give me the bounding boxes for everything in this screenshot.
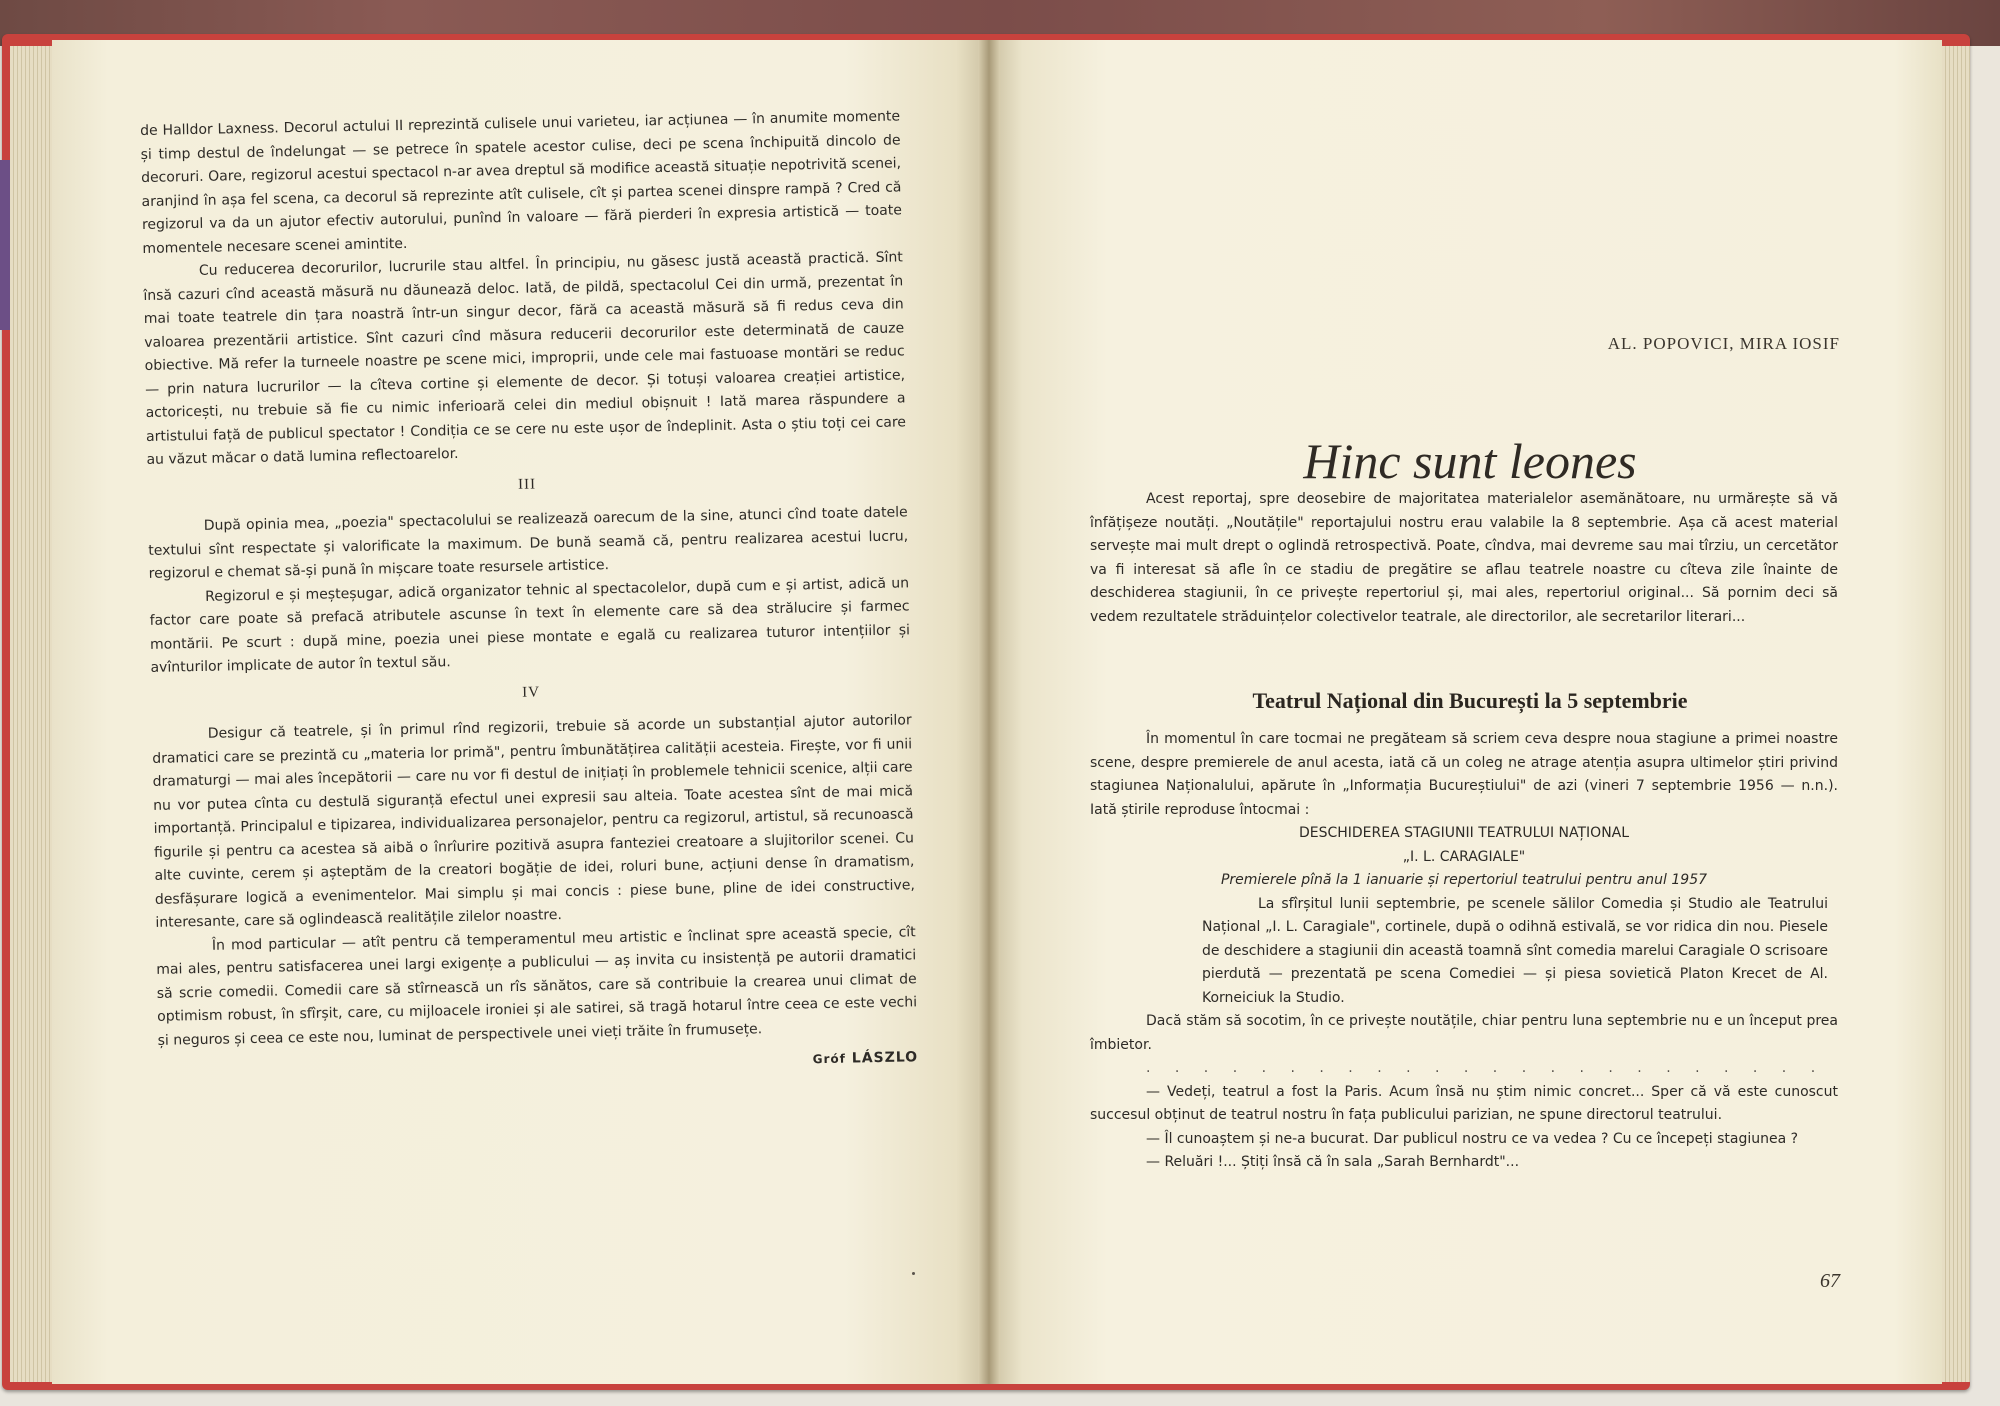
signature-name: LÁSZLO bbox=[851, 1049, 919, 1067]
right-paragraph-1: În momentul în care tocmai ne pregăteam să scriem ceva despre noua stagiune a primei noastre scene, despre premierele de anul acesta, iată că un coleg ne atrage atenția asupra ultimelor știri privind stagiunea Naționalului, apărute în „Informația Bucureștiului" de azi (vineri 7 septembrie 1956 — n.n.). Iată știrile reproduse întocmai : bbox=[1090, 731, 1838, 818]
right-body-text bbox=[1090, 728, 1838, 1175]
right-page-edges bbox=[1942, 46, 1970, 1382]
left-paragraph-4: Regizorul e și meșteșugar, adică organizator tehnic al spectacolelor, după cum e și artist, adică un factor care poate să prefacă atributele ascunse în text în elemente care să dea strălucire și farmec montării. Pe scurt : după mine, poezia unei piese montate e egală cu realizarea tuturor intențiilor și avînturilor implicate de autor în textul său. bbox=[149, 574, 911, 676]
article-title: Hinc sunt leones bbox=[1303, 432, 1637, 489]
signature-prefix: Gróf bbox=[812, 1051, 847, 1067]
article-authors: AL. POPOVICI, MIRA IOSIF bbox=[1607, 334, 1840, 353]
right-intro-text bbox=[1090, 488, 1838, 629]
left-page-edges bbox=[10, 46, 54, 1382]
ink-dot bbox=[912, 1272, 915, 1275]
left-page-text bbox=[140, 105, 918, 1084]
intro-paragraph: Acest reportaj, spre deosebire de majoritatea materialelor asemănătoare, nu urmărește să vă înfățișeze noutăți. „Noutățile" reportajului nostru erau valabile la 8 septembrie. Așa că acest material servește mai mult drept o oglindă retrospectivă. Poate, cîndva, mai devreme sau mai tîrziu, un cercetător va fi interesat să afle în ce stadiu de pregătire se aflau teatrele noastre cu cîteva zile înainte de deschiderea stagiunii, în ce privește repertoriul și, mai ales, repertoriul original... Să pornim deci să vedem rezultatele străduințelor colectivelor teatrale, ale directorilor, ale secretarilor literari... bbox=[1090, 491, 1838, 625]
left-paragraph-3: După opinia mea, „poezia" spectacolului se realizează oarecum de la sine, atunci cînd toate datele textului sînt respectate și valorificate la maximum. De bună seamă că, pentru realizarea acestui lucru, regizorul e chemat să-și pună în mișcare toate resursele artistice. bbox=[148, 504, 909, 582]
news-headline-2: „I. L. CARAGIALE" bbox=[1402, 848, 1526, 865]
left-paragraph-1: de Halldor Laxness. Decorul actului II reprezintă culisele unui varieteu, iar acțiunea — în anumite momente și timp destul de îndelungat — se petrece în spatele acestor culise, deci pe scena închipuită dincolo de decoruri. Oare, regizorul acestui spectacol n-ar avea dreptul să modifice această situație nepotrivită scenei, aranjind în așa fel scena, ca decorul să reprezinte atît culisele, cît și partea scenei dinspre rampă ? Cred că regizorul va da un ajutor efectiv autorului, punînd în valoare — fără pierderi în expresia artistică — toate momentele necesare scenei amintite. bbox=[140, 108, 903, 257]
left-paragraph-2: Cu reducerea decorurilor, lucrurile stau altfel. În principiu, nu găsesc justă această practică. Sînt însă cazuri cînd această măsură nu dăunează deloc. Iată, de pildă, spectacolul Cei din urmă, prezentat în mai toate teatrele din țara noastră într-un singur decor, fără ca această măsură să fi redus ceva din valoarea prezentării artistice. Sînt cazuri cînd măsura reducerii decorurilor este determinată de cauze obiective. Mă refer la turneele noastre pe scene mici, improprii, unde cele mai fastuoase montări se reduc — prin natura lucrurilor — la cîteva cortine și elemente de decor. Și totuși valoarea creației artistice, actoricești, nu trebuie să fie cu nimic inferioară celei din mediul obișnuit ! Iată marea răspundere a artistului față de publicul spectator ! Condiția ce se cere nu este ușor de îndeplinit. Asta o știu toți cei care au văzut măcar o dată lumina reflectoarelor. bbox=[143, 249, 907, 468]
section-heading-iii: III bbox=[517, 475, 537, 493]
dialog-line-2: — Îl cunoaștem și ne-a bucurat. Dar publicul nostru ce va vedea ? Cu ce începeți stagiunea ? bbox=[1146, 1130, 1799, 1147]
news-quote bbox=[1090, 893, 1838, 1011]
right-paragraph-2: Dacă stăm să socotim, în ce privește noutățile, chiar pentru luna septembrie nu e un început prea îmbietor. bbox=[1090, 1013, 1838, 1053]
book-gutter bbox=[978, 40, 1000, 1384]
news-body: La sfîrșitul lunii septembrie, pe scenele sălilor Comedia și Studio ale Teatrului Național „I. L. Caragiale", cortinele, după o odihnă estivală, se vor ridica din nou. Piesele de deschidere a stagiunii din această toamnă sînt comedia marelui Caragiale O scrisoare pierdută — prezentată pe scena Comediei — și piesa sovietică Platon Krecet de Al. Korneiciuk la Studio. bbox=[1202, 895, 1828, 1006]
news-headline-1: DESCHIDEREA STAGIUNII TEATRULUI NAȚIONAL bbox=[1298, 825, 1630, 841]
section-heading-iv: IV bbox=[521, 683, 541, 701]
section-subheading: Teatrul Național din București la 5 septembrie bbox=[1252, 688, 1688, 713]
dialog-line-3: — Reluări !... Știți însă că în sala „Sarah Bernhardt"... bbox=[1146, 1154, 1520, 1170]
left-paragraph-6: În mod particular — atît pentru că temperamentul meu artistic e înclinat spre această specie, cît mai ales, pentru satisfacerea unei largi exigențe a publicului — aș invita cu insistență pe autorii dramatici să scrie comedii. Comedii care să stîrnească un rîs sănătos, care să contribuie la crearea unui climat de optimism robust, în sfîrșit, care, cu mijloacele ironiei și ale satirei, să tragă hotarul între ceea ce este vechi și neguros și ceea ce este nou, luminat de perspectivele unei vieți trăite în frumusețe. bbox=[156, 923, 918, 1049]
news-subheadline: Premierele pînă la 1 ianuarie și repertoriul teatrului pentru anul 1957 bbox=[1220, 872, 1708, 888]
page-number: 67 bbox=[1820, 1270, 1840, 1292]
dialog-line-1: — Vedeți, teatrul a fost la Paris. Acum însă nu știm nimic concret... Sper că vă este cunoscut succesul obținut de teatrul nostru în fața publicului parizian, ne spune directorul teatrului. bbox=[1090, 1083, 1838, 1123]
ellipsis-separator: . . . . . . . . . . . . . . . . . . . . . . . . bbox=[1146, 1060, 1826, 1076]
left-paragraph-5: Desigur că teatrele, și în primul rînd regizorii, trebuie să acorde un substanțial ajutor autorilor dramatici care se prezintă cu „materia lor primă", pentru îmbunătățirea calității acesteia. Firește, vor fi unii dramaturgi — mai ales începătorii — care nu vor fi destul de inițiați în problemele tehnicii scenice, alții care nu vor putea cînta cu destulă siguranță efectul unei expresii sau alteia. Toate acestea sînt de mai mică importanță. Principalul e tipizarea, individualizarea personajelor, pentru ca regizorul, artistul, să recunoască figurile și pentru ca acestea să aibă o înrîurire pozitivă asupra fanteziei creatoare a slujitorilor scenei. Cu alte cuvinte, cerem și așteptăm de la creatori bogăție de idei, roluri bune, acțiuni dense în dramatism, desfășurare logică a evenimentelor. Mai simplu și mai concis : piese bune, pline de idei constructive, interesante, care să oglindească realitățile zilelor noastre. bbox=[152, 712, 915, 931]
